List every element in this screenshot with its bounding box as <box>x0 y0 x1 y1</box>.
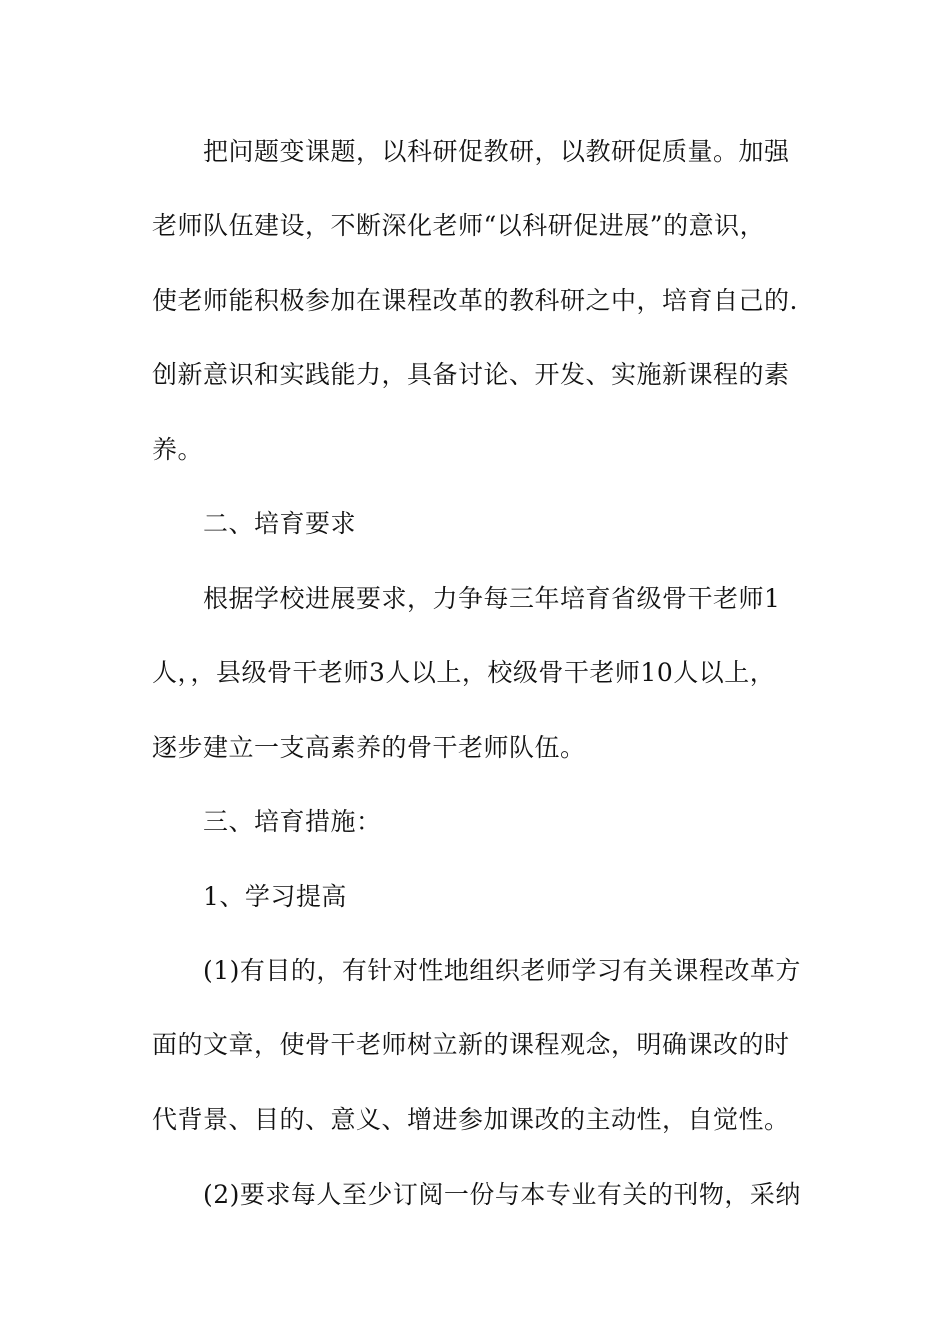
paragraph-line: 逐步建立一支高素养的骨干老师队伍。 <box>152 733 586 762</box>
paragraph-line: 养。 <box>152 435 204 464</box>
section-heading-measures: 三、培育措施： <box>203 807 382 836</box>
list-item-line: (1)有目的，有针对性地组织老师学习有关课程改革方 <box>203 956 801 985</box>
subsection-heading-study: 1、学习提高 <box>203 882 347 911</box>
paragraph-line: 使老师能积极参加在课程改革的教科研之中，培育自己的. <box>152 286 798 315</box>
paragraph-line: 面的文章，使骨干老师树立新的课程观念，明确课改的时 <box>152 1030 790 1059</box>
section-heading-requirements: 二、培育要求 <box>203 509 357 538</box>
paragraph-line: 人，，县级骨干老师3人以上，校级骨干老师10人以上， <box>152 658 776 687</box>
paragraph-line: 老师队伍建设，不断深化老师“以科研促进展”的意识， <box>152 211 766 240</box>
paragraph-line: 把问题变课题，以科研促教研，以教研促质量。加强 <box>203 137 790 166</box>
paragraph-line: 根据学校进展要求，力争每三年培育省级骨干老师1 <box>203 584 781 613</box>
paragraph-line: 创新意识和实践能力，具备讨论、开发、实施新课程的素 <box>152 360 790 389</box>
paragraph-line: 代背景、目的、意义、增进参加课改的主动性，自觉性。 <box>152 1105 790 1134</box>
list-item-line: (2)要求每人至少订阅一份与本专业有关的刊物，采纳 <box>203 1180 801 1209</box>
